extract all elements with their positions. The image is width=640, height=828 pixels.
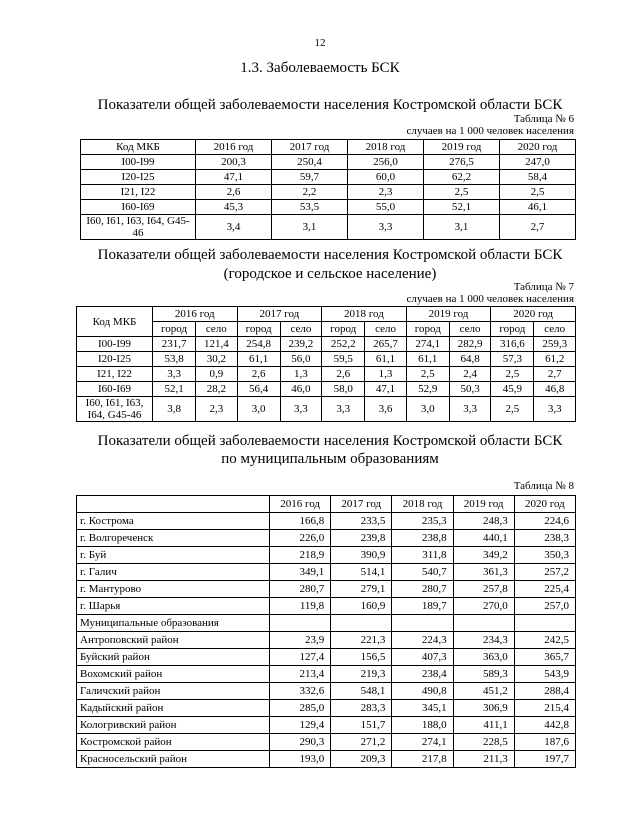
table6-value-cell: 3,3 bbox=[348, 215, 424, 240]
table7-value-cell: 259,3 bbox=[534, 337, 576, 352]
table8-name-cell: Кологривский район bbox=[77, 717, 270, 734]
table8-header-cell: 2017 год bbox=[331, 496, 392, 513]
table8-value-cell: 238,3 bbox=[514, 530, 575, 547]
table8-value-cell: 543,9 bbox=[514, 666, 575, 683]
table8-value-cell: 160,9 bbox=[331, 598, 392, 615]
table7-value-cell: 2,5 bbox=[491, 397, 534, 422]
table-row bbox=[81, 215, 576, 240]
table7-value-cell: 46,8 bbox=[534, 382, 576, 397]
table7-value-cell: 2,4 bbox=[449, 367, 490, 382]
table-row bbox=[77, 666, 576, 683]
table8-value-cell: 290,3 bbox=[270, 734, 331, 751]
table8-value-cell: 187,6 bbox=[514, 734, 575, 751]
table-row bbox=[77, 513, 576, 530]
table7-value-cell: 52,9 bbox=[406, 382, 449, 397]
table8-value-cell: 306,9 bbox=[453, 700, 514, 717]
table7-value-cell: 53,8 bbox=[153, 352, 196, 367]
table8-value-cell: 271,2 bbox=[331, 734, 392, 751]
table8-name-cell: Галичский район bbox=[77, 683, 270, 700]
table7-value-cell: 254,8 bbox=[237, 337, 280, 352]
table6-value-cell: 250,4 bbox=[272, 155, 348, 170]
table7-value-cell: 239,2 bbox=[280, 337, 321, 352]
table6-header-cell: 2017 год bbox=[272, 140, 348, 155]
table7-village-header: село bbox=[534, 322, 576, 337]
table7-value-cell: 265,7 bbox=[365, 337, 406, 352]
table7-value-cell: 2,6 bbox=[322, 367, 365, 382]
table7-year-header: 2017 год bbox=[237, 307, 322, 322]
table7-unit-note: случаев на 1 000 человек населения bbox=[406, 293, 574, 305]
table8-value-cell: 283,3 bbox=[331, 700, 392, 717]
table8-value-cell: 238,4 bbox=[392, 666, 453, 683]
table8-value-cell: 211,3 bbox=[453, 751, 514, 768]
table-row bbox=[77, 649, 576, 666]
table7-city-header: город bbox=[322, 322, 365, 337]
table-row bbox=[77, 632, 576, 649]
table6-value-cell: 2,5 bbox=[424, 185, 500, 200]
table6-value-cell: 59,7 bbox=[272, 170, 348, 185]
table6-unit-note: случаев на 1 000 человек населения bbox=[406, 125, 574, 137]
table8-value-cell: 224,6 bbox=[514, 513, 575, 530]
table6-header-row bbox=[81, 140, 576, 155]
table6 bbox=[80, 139, 576, 240]
table6-value-cell: 53,5 bbox=[272, 200, 348, 215]
table8-value-cell: 129,4 bbox=[270, 717, 331, 734]
table-row bbox=[77, 382, 576, 397]
table7 bbox=[76, 306, 576, 422]
table7-value-cell: 45,9 bbox=[491, 382, 534, 397]
table-row bbox=[81, 155, 576, 170]
table6-value-cell: 3,1 bbox=[272, 215, 348, 240]
section-title: 1.3. Заболеваемость БСК bbox=[240, 60, 400, 76]
table8-value-cell: 285,0 bbox=[270, 700, 331, 717]
table6-value-cell: 46,1 bbox=[500, 200, 576, 215]
table8-value-cell: 238,8 bbox=[392, 530, 453, 547]
table8-value-cell: 197,7 bbox=[514, 751, 575, 768]
table6-value-cell: 62,2 bbox=[424, 170, 500, 185]
table8-value-cell: 257,2 bbox=[514, 564, 575, 581]
table8-value-cell: 239,8 bbox=[331, 530, 392, 547]
table8-value-cell: 514,1 bbox=[331, 564, 392, 581]
table8-value-cell: 215,4 bbox=[514, 700, 575, 717]
table-row bbox=[77, 397, 576, 422]
table6-value-cell: 58,4 bbox=[500, 170, 576, 185]
table8-value-cell: 119,8 bbox=[270, 598, 331, 615]
table8-value-cell: 217,8 bbox=[392, 751, 453, 768]
table7-number: Таблица № 7 bbox=[513, 281, 574, 293]
table7-value-cell: 64,8 bbox=[449, 352, 490, 367]
table6-code-cell: I00-I99 bbox=[81, 155, 196, 170]
table7-code-cell: I60-I69 bbox=[77, 382, 153, 397]
table8-value-cell bbox=[270, 615, 331, 632]
table6-value-cell: 3,4 bbox=[196, 215, 272, 240]
table8-header-cell bbox=[77, 496, 270, 513]
table8-header-row bbox=[77, 496, 576, 513]
table8-value-cell: 288,4 bbox=[514, 683, 575, 700]
table7-code-cell: I21, I22 bbox=[77, 367, 153, 382]
table7-village-header: село bbox=[365, 322, 406, 337]
table7-value-cell: 274,1 bbox=[406, 337, 449, 352]
table8-value-cell: 411,1 bbox=[453, 717, 514, 734]
table8-value-cell: 365,7 bbox=[514, 649, 575, 666]
table6-value-cell: 276,5 bbox=[424, 155, 500, 170]
table8-value-cell: 209,3 bbox=[331, 751, 392, 768]
table6-value-cell: 60,0 bbox=[348, 170, 424, 185]
table6-code-cell: I60, I61, I63, I64, G45-46 bbox=[81, 215, 196, 240]
table7-year-header: 2018 год bbox=[322, 307, 407, 322]
table7-title-line2: (городское и сельское население) bbox=[223, 266, 437, 282]
table8-value-cell bbox=[392, 615, 453, 632]
table7-value-cell: 2,6 bbox=[237, 367, 280, 382]
table6-value-cell: 200,3 bbox=[196, 155, 272, 170]
table8-value-cell: 166,8 bbox=[270, 513, 331, 530]
table8-value-cell: 345,1 bbox=[392, 700, 453, 717]
table7-value-cell: 61,1 bbox=[406, 352, 449, 367]
table6-header-cell: Код МКБ bbox=[81, 140, 196, 155]
table7-value-cell: 56,4 bbox=[237, 382, 280, 397]
table7-value-cell: 3,3 bbox=[322, 397, 365, 422]
table-row bbox=[77, 530, 576, 547]
table6-title: Показатели общей заболеваемости населения Костромской области БСК bbox=[97, 97, 563, 113]
table-row bbox=[77, 700, 576, 717]
table8-header-cell: 2018 год bbox=[392, 496, 453, 513]
table7-value-cell: 28,2 bbox=[196, 382, 237, 397]
table7-value-cell: 3,0 bbox=[406, 397, 449, 422]
table8-name-cell: Вохомский район bbox=[77, 666, 270, 683]
table8-value-cell: 442,8 bbox=[514, 717, 575, 734]
table7-value-cell: 2,7 bbox=[534, 367, 576, 382]
table8-header-cell: 2019 год bbox=[453, 496, 514, 513]
table7-value-cell: 3,8 bbox=[153, 397, 196, 422]
table8-value-cell: 350,3 bbox=[514, 547, 575, 564]
table8-name-cell: г. Мантурово bbox=[77, 581, 270, 598]
table8-value-cell: 274,1 bbox=[392, 734, 453, 751]
table8-title-line1: Показатели общей заболеваемости населения Костромской области БСК bbox=[97, 433, 563, 449]
table6-value-cell: 45,3 bbox=[196, 200, 272, 215]
table8-value-cell: 490,8 bbox=[392, 683, 453, 700]
table8-title-line2: по муниципальным образованиям bbox=[221, 451, 439, 467]
table8-name-cell: Антроповский район bbox=[77, 632, 270, 649]
table6-code-cell: I21, I22 bbox=[81, 185, 196, 200]
table-row bbox=[77, 564, 576, 581]
table7-value-cell: 2,5 bbox=[406, 367, 449, 382]
table7-value-cell: 3,3 bbox=[449, 397, 490, 422]
table8-value-cell: 440,1 bbox=[453, 530, 514, 547]
table7-value-cell: 61,1 bbox=[237, 352, 280, 367]
table7-year-header: 2020 год bbox=[491, 307, 576, 322]
table7-value-cell: 47,1 bbox=[365, 382, 406, 397]
table8-name-cell: г. Буй bbox=[77, 547, 270, 564]
table8-value-cell: 280,7 bbox=[270, 581, 331, 598]
table7-year-header: 2016 год bbox=[153, 307, 238, 322]
table7-value-cell: 50,3 bbox=[449, 382, 490, 397]
table-row bbox=[81, 200, 576, 215]
table6-value-cell: 247,0 bbox=[500, 155, 576, 170]
table8-value-cell: 225,4 bbox=[514, 581, 575, 598]
table6-value-cell: 2,3 bbox=[348, 185, 424, 200]
table8-value-cell bbox=[453, 615, 514, 632]
table8-name-cell: Муниципальные образования bbox=[77, 615, 270, 632]
table8-value-cell: 248,3 bbox=[453, 513, 514, 530]
table6-value-cell: 3,1 bbox=[424, 215, 500, 240]
table8-value-cell: 349,2 bbox=[453, 547, 514, 564]
table8-name-cell: г. Шарья bbox=[77, 598, 270, 615]
table7-city-header: город bbox=[491, 322, 534, 337]
table6-header-cell: 2016 год bbox=[196, 140, 272, 155]
table7-value-cell: 1,3 bbox=[280, 367, 321, 382]
table6-header-cell: 2019 год bbox=[424, 140, 500, 155]
table8-name-cell: Красносельский район bbox=[77, 751, 270, 768]
table8-value-cell: 151,7 bbox=[331, 717, 392, 734]
table7-value-cell: 3,0 bbox=[237, 397, 280, 422]
table-row bbox=[77, 598, 576, 615]
table7-value-cell: 59,5 bbox=[322, 352, 365, 367]
table8-value-cell: 234,3 bbox=[453, 632, 514, 649]
table7-code-cell: I60, I61, I63, I64, G45-46 bbox=[77, 397, 153, 422]
table8-value-cell: 233,5 bbox=[331, 513, 392, 530]
table8-value-cell: 349,1 bbox=[270, 564, 331, 581]
table-row bbox=[77, 734, 576, 751]
table8-value-cell: 127,4 bbox=[270, 649, 331, 666]
table7-code-header: Код МКБ bbox=[77, 307, 153, 337]
table6-value-cell: 47,1 bbox=[196, 170, 272, 185]
table8-value-cell: 213,4 bbox=[270, 666, 331, 683]
table7-year-header: 2019 год bbox=[406, 307, 491, 322]
table8-value-cell: 218,9 bbox=[270, 547, 331, 564]
table8-value-cell: 270,0 bbox=[453, 598, 514, 615]
table-row bbox=[77, 683, 576, 700]
table7-value-cell: 1,3 bbox=[365, 367, 406, 382]
table-row bbox=[77, 367, 576, 382]
table8-number: Таблица № 8 bbox=[513, 480, 574, 492]
table8-value-cell: 540,7 bbox=[392, 564, 453, 581]
table-row bbox=[77, 581, 576, 598]
table7-code-cell: I20-I25 bbox=[77, 352, 153, 367]
table8-value-cell: 219,3 bbox=[331, 666, 392, 683]
table8-value-cell: 407,3 bbox=[392, 649, 453, 666]
table-row bbox=[81, 185, 576, 200]
table8-value-cell: 363,0 bbox=[453, 649, 514, 666]
table8-value-cell: 280,7 bbox=[392, 581, 453, 598]
table8-value-cell: 226,0 bbox=[270, 530, 331, 547]
table8-value-cell: 548,1 bbox=[331, 683, 392, 700]
table8-value-cell: 224,3 bbox=[392, 632, 453, 649]
table6-value-cell: 2,6 bbox=[196, 185, 272, 200]
table8-header-cell: 2016 год bbox=[270, 496, 331, 513]
table8-value-cell: 390,9 bbox=[331, 547, 392, 564]
table8-header-cell: 2020 год bbox=[514, 496, 575, 513]
table6-code-cell: I60-I69 bbox=[81, 200, 196, 215]
table7-village-header: село bbox=[196, 322, 237, 337]
table7-title-line1: Показатели общей заболеваемости населения Костромской области БСК bbox=[97, 247, 563, 263]
table7-year-row bbox=[77, 307, 576, 322]
table8-value-cell: 361,3 bbox=[453, 564, 514, 581]
table7-city-header: город bbox=[406, 322, 449, 337]
table7-value-cell: 3,3 bbox=[153, 367, 196, 382]
table8-value-cell: 332,6 bbox=[270, 683, 331, 700]
table6-header-cell: 2018 год bbox=[348, 140, 424, 155]
table7-value-cell: 2,5 bbox=[491, 367, 534, 382]
table8-name-cell: Буйский район bbox=[77, 649, 270, 666]
table8-name-cell: Костромской район bbox=[77, 734, 270, 751]
table8-value-cell: 188,0 bbox=[392, 717, 453, 734]
table8-value-cell: 451,2 bbox=[453, 683, 514, 700]
table7-value-cell: 2,3 bbox=[196, 397, 237, 422]
table-row bbox=[77, 615, 576, 632]
table8-value-cell: 189,7 bbox=[392, 598, 453, 615]
table6-value-cell: 256,0 bbox=[348, 155, 424, 170]
table8-value-cell: 279,1 bbox=[331, 581, 392, 598]
table7-value-cell: 58,0 bbox=[322, 382, 365, 397]
table8-value-cell bbox=[514, 615, 575, 632]
table7-value-cell: 282,9 bbox=[449, 337, 490, 352]
table6-header-cell: 2020 год bbox=[500, 140, 576, 155]
table-row bbox=[77, 352, 576, 367]
table7-value-cell: 3,6 bbox=[365, 397, 406, 422]
table8-value-cell: 228,5 bbox=[453, 734, 514, 751]
table7-value-cell: 56,0 bbox=[280, 352, 321, 367]
table8-value-cell: 257,0 bbox=[514, 598, 575, 615]
table8-value-cell: 23,9 bbox=[270, 632, 331, 649]
table8-name-cell: г. Галич bbox=[77, 564, 270, 581]
table7-city-header: город bbox=[153, 322, 196, 337]
table8-value-cell: 193,0 bbox=[270, 751, 331, 768]
table8-value-cell bbox=[331, 615, 392, 632]
table6-value-cell: 52,1 bbox=[424, 200, 500, 215]
table-row bbox=[77, 547, 576, 564]
table7-value-cell: 121,4 bbox=[196, 337, 237, 352]
table8-value-cell: 242,5 bbox=[514, 632, 575, 649]
table6-code-cell: I20-I25 bbox=[81, 170, 196, 185]
table7-value-cell: 316,6 bbox=[491, 337, 534, 352]
table6-value-cell: 2,7 bbox=[500, 215, 576, 240]
table7-value-cell: 0,9 bbox=[196, 367, 237, 382]
table7-value-cell: 231,7 bbox=[153, 337, 196, 352]
table6-value-cell: 2,5 bbox=[500, 185, 576, 200]
table7-value-cell: 52,1 bbox=[153, 382, 196, 397]
table8-name-cell: Кадыйский район bbox=[77, 700, 270, 717]
table8-value-cell: 257,8 bbox=[453, 581, 514, 598]
page-number: 12 bbox=[314, 37, 326, 49]
table7-city-header: город bbox=[237, 322, 280, 337]
table7-village-header: село bbox=[280, 322, 321, 337]
table8 bbox=[76, 495, 576, 768]
table8-name-cell: г. Волгореченск bbox=[77, 530, 270, 547]
table-row bbox=[77, 751, 576, 768]
table7-value-cell: 61,2 bbox=[534, 352, 576, 367]
table7-value-cell: 46,0 bbox=[280, 382, 321, 397]
table8-name-cell: г. Кострома bbox=[77, 513, 270, 530]
table-row bbox=[81, 170, 576, 185]
table8-value-cell: 589,3 bbox=[453, 666, 514, 683]
table7-value-cell: 61,1 bbox=[365, 352, 406, 367]
table7-village-header: село bbox=[449, 322, 490, 337]
table8-value-cell: 156,5 bbox=[331, 649, 392, 666]
table8-value-cell: 235,3 bbox=[392, 513, 453, 530]
table6-value-cell: 55,0 bbox=[348, 200, 424, 215]
table7-value-cell: 30,2 bbox=[196, 352, 237, 367]
table8-value-cell: 311,8 bbox=[392, 547, 453, 564]
table6-number: Таблица № 6 bbox=[513, 113, 574, 125]
table7-value-cell: 252,2 bbox=[322, 337, 365, 352]
table7-code-cell: I00-I99 bbox=[77, 337, 153, 352]
table7-value-cell: 3,3 bbox=[534, 397, 576, 422]
table-row bbox=[77, 337, 576, 352]
table6-value-cell: 2,2 bbox=[272, 185, 348, 200]
table-row bbox=[77, 717, 576, 734]
table7-value-cell: 57,3 bbox=[491, 352, 534, 367]
table7-value-cell: 3,3 bbox=[280, 397, 321, 422]
table8-value-cell: 221,3 bbox=[331, 632, 392, 649]
